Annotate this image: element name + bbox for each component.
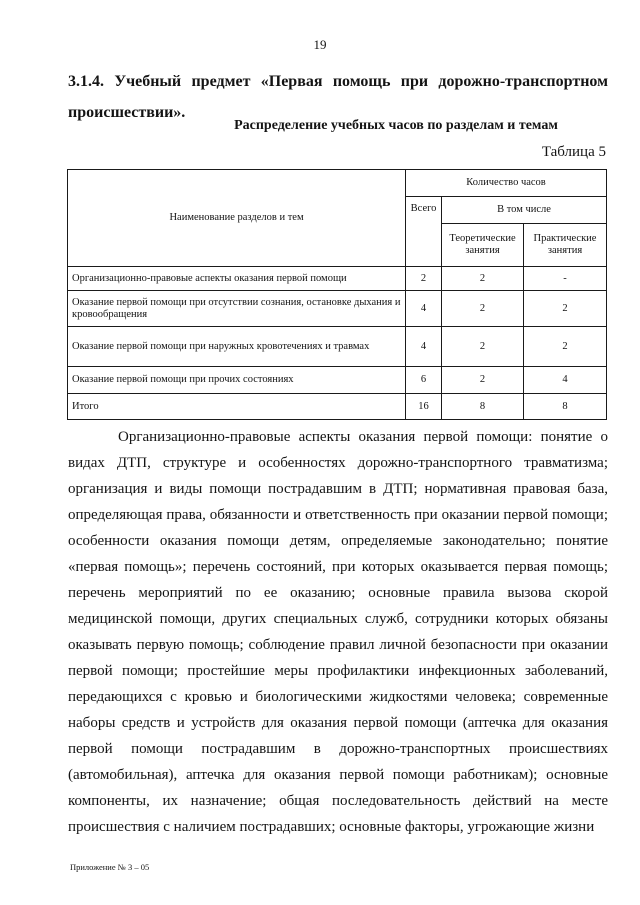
row-total: 4 xyxy=(406,327,442,367)
row-total: 2 xyxy=(406,267,442,291)
row-name: Оказание первой помощи при прочих состояниях xyxy=(68,367,406,394)
table-row xyxy=(68,327,607,367)
table-row-total xyxy=(68,394,607,420)
row-name: Оказание первой помощи при отсутствии сознания, остановке дыхания и кровообращения xyxy=(68,291,406,327)
header-name: Наименование разделов и тем xyxy=(68,170,406,267)
row-name: Итого xyxy=(68,394,406,420)
row-theory: 2 xyxy=(442,367,524,394)
table-label: Таблица 5 xyxy=(541,144,606,160)
page-number: 19 xyxy=(313,37,327,52)
header-hours: Количество часов xyxy=(406,170,607,197)
row-name: Организационно-правовые аспекты оказания первой помощи xyxy=(68,267,406,291)
row-theory: 2 xyxy=(442,327,524,367)
row-practice: 4 xyxy=(524,367,607,394)
hours-table xyxy=(67,169,607,420)
row-total: 16 xyxy=(406,394,442,420)
row-practice: 2 xyxy=(524,327,607,367)
header-practice: Практические занятия xyxy=(524,224,607,267)
footer: Приложение № 3 – 05 xyxy=(70,862,150,872)
table-row xyxy=(68,367,607,394)
row-practice: 2 xyxy=(524,291,607,327)
row-name: Оказание первой помощи при наружных кровотечениях и травмах xyxy=(68,327,406,367)
table-header-row xyxy=(68,170,607,197)
row-practice: - xyxy=(524,267,607,291)
header-total: Всего xyxy=(406,197,442,267)
section-heading-line2: происшествии». xyxy=(68,104,186,121)
body-paragraph: Организационно-правовые аспекты оказания первой помощи: понятие о видах ДТП, структуре и особенностях дорожно-транспортного травматизма; организация и виды помощи пострадавшим в ДТП; нормативная правовая база, определяющая права, обязанности и ответственность при оказании первой помощи; особенности оказания помощи детям, определяемые законодательно; понятие «первая помощь»; перечень состояний, при которых оказывается первая помощь; перечень мероприятий по ее оказанию; основные правила вызова скорой медицинской помощи, других специальных служб, сотрудники которых обязаны оказывать первую помощь; соблюдение правил личной безопасности при оказании первой помощи; простейшие меры профилактики инфекционных заболеваний, передающихся с кровью и биологическими жидкостями человека; современные наборы средств и устройств для оказания первой помощи (аптечка для оказания первой помощи пострадавшим в дорожно-транспортных происшествиях (автомобильная), аптечка для оказания первой помощи работникам); основные компоненты, их назначение; общая последовательность действий на месте происшествия с наличием пострадавших; основные факторы, угрожающие жизни xyxy=(68,429,608,835)
body-text xyxy=(68,424,608,840)
row-total: 4 xyxy=(406,291,442,327)
row-practice: 8 xyxy=(524,394,607,420)
table-row xyxy=(68,267,607,291)
table-row xyxy=(68,291,607,327)
subheading-wrapper xyxy=(60,118,620,134)
row-theory: 2 xyxy=(442,267,524,291)
row-total: 6 xyxy=(406,367,442,394)
row-theory: 8 xyxy=(442,394,524,420)
row-theory: 2 xyxy=(442,291,524,327)
subheading: Распределение учебных часов по разделам и темам xyxy=(234,118,558,133)
section-heading-line1: 3.1.4. Учебный предмет «Первая помощь при дорожно-транспортном xyxy=(68,73,608,90)
header-theory: Теоретические занятия xyxy=(442,224,524,267)
header-including: В том числе xyxy=(442,197,607,224)
